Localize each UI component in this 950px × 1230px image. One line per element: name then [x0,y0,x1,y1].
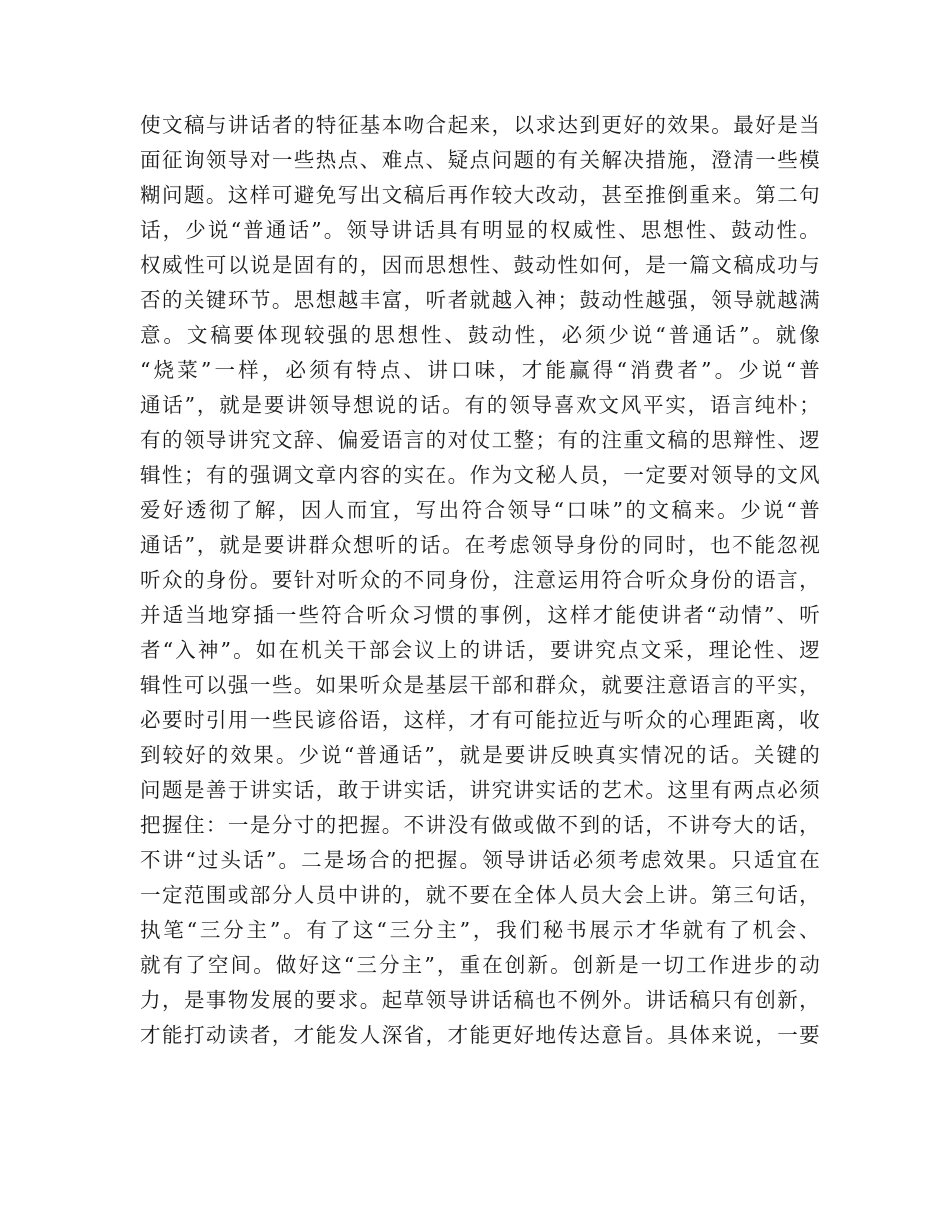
text-line: 听众的身份。要针对听众的不同身份，注意运用符合听众身份的语言， [140,568,820,592]
text-line: 才能打动读者，才能发人深省，才能更好地传达意旨。具体来说，一要 [140,1023,820,1047]
text-line: 爱好透彻了解，因人而宜，写出符合领导“口味”的文稿来。少说“普 [140,498,820,522]
text-line: 否的关键环节。思想越丰富，听者就越入神；鼓动性越强，领导就越满 [140,288,820,312]
text-line: 不讲“过头话”。二是场合的把握。领导讲话必须考虑效果。只适宜在 [140,848,820,872]
text-line: 糊问题。这样可避免写出文稿后再作较大改动，甚至推倒重来。第二句 [140,183,820,207]
text-line: 力，是事物发展的要求。起草领导讲话稿也不例外。讲话稿只有创新， [140,988,820,1012]
text-line: 就有了空间。做好这“三分主”，重在创新。创新是一切工作进步的动 [140,953,820,977]
text-line: 到较好的效果。少说“普通话”，就是要讲反映真实情况的话。关键的 [140,743,820,767]
text-line: “烧菜”一样，必须有特点、讲口味，才能赢得“消费者”。少说“普 [140,358,820,382]
text-line: 问题是善于讲实话，敢于讲实话，讲究讲实话的艺术。这里有两点必须 [140,778,820,802]
text-line: 并适当地穿插一些符合听众习惯的事例，这样才能使讲者“动情”、听 [140,603,820,627]
text-line: 通话”，就是要讲群众想听的话。在考虑领导身份的同时，也不能忽视 [140,533,820,557]
text-line: 有的领导讲究文辞、偏爱语言的对仗工整；有的注重文稿的思辩性、逻 [140,428,820,452]
text-line: 把握住：一是分寸的把握。不讲没有做或做不到的话，不讲夸大的话， [140,813,820,837]
text-line: 意。文稿要体现较强的思想性、鼓动性，必须少说“普通话”。就像 [140,323,820,347]
text-line: 一定范围或部分人员中讲的，就不要在全体人员大会上讲。第三句话， [140,883,820,907]
text-line: 使文稿与讲话者的特征基本吻合起来，以求达到更好的效果。最好是当 [140,113,820,137]
body-text [140,108,820,1053]
text-line: 执笔“三分主”。有了这“三分主”，我们秘书展示才华就有了机会、 [140,918,820,942]
text-line: 必要时引用一些民谚俗语，这样，才有可能拉近与听众的心理距离，收 [140,708,820,732]
text-line: 权威性可以说是固有的，因而思想性、鼓动性如何，是一篇文稿成功与 [140,253,820,277]
text-line: 话，少说“普通话”。领导讲话具有明显的权威性、思想性、鼓动性。 [140,218,820,242]
text-line: 辑性；有的强调文章内容的实在。作为文秘人员，一定要对领导的文风 [140,463,820,487]
text-line: 辑性可以强一些。如果听众是基层干部和群众，就要注意语言的平实， [140,673,820,697]
text-line: 通话”，就是要讲领导想说的话。有的领导喜欢文风平实，语言纯朴； [140,393,820,417]
text-line: 者“入神”。如在机关干部会议上的讲话，要讲究点文采，理论性、逻 [140,638,820,662]
text-line: 面征询领导对一些热点、难点、疑点问题的有关解决措施，澄清一些模 [140,148,820,172]
